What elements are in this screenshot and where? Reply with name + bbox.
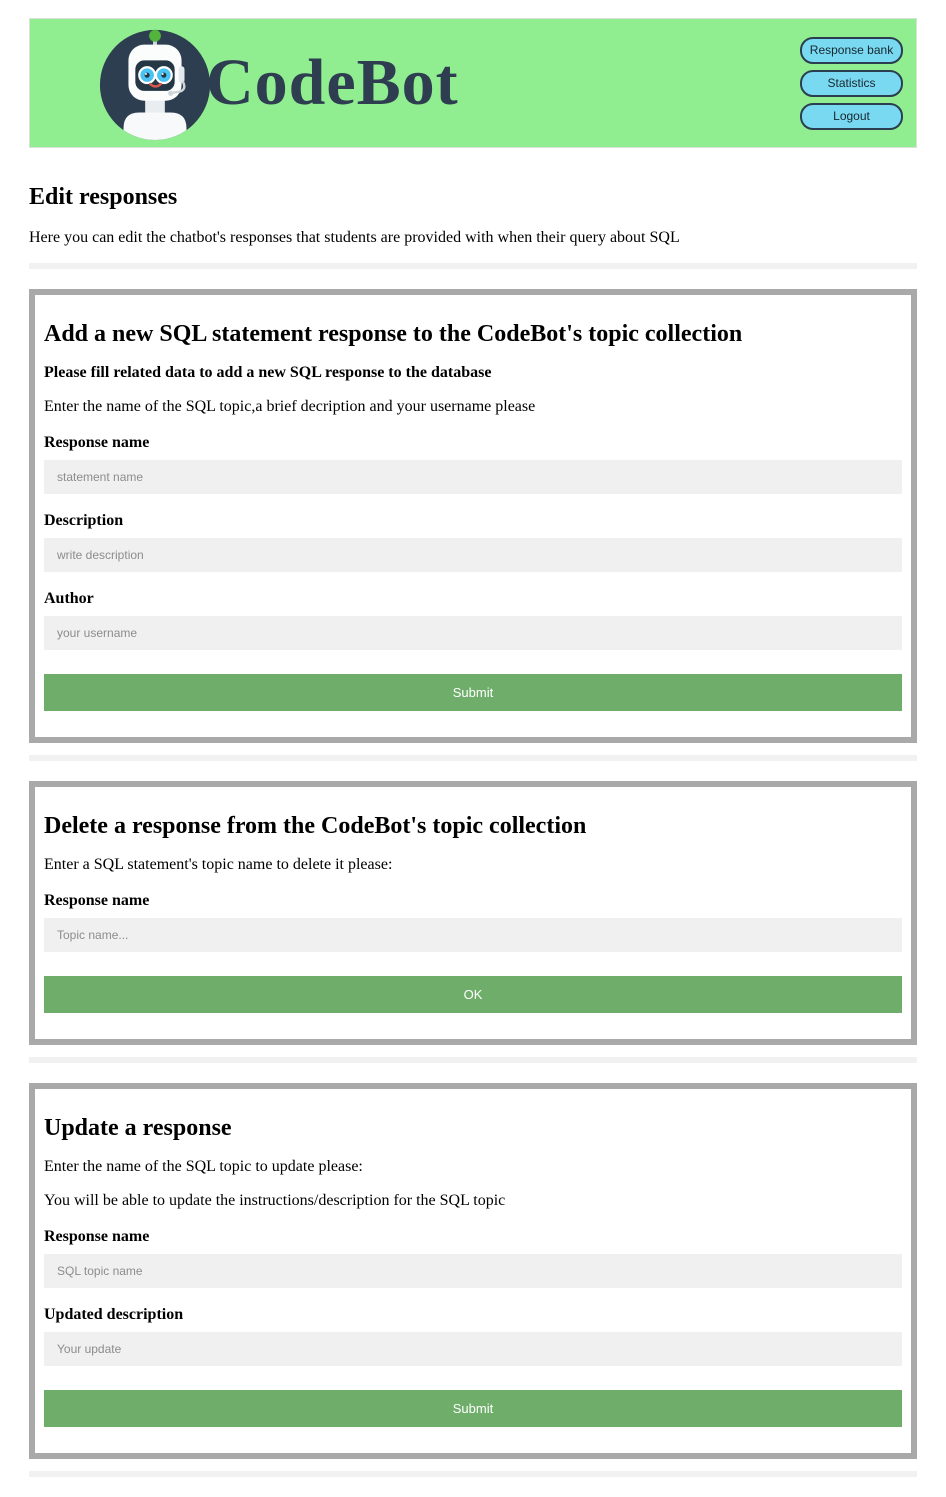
divider <box>29 1057 917 1063</box>
add-response-note: Enter the name of the SQL topic,a brief decription and your username please <box>44 398 536 415</box>
divider <box>29 263 917 269</box>
delete-topic-name-input[interactable] <box>44 918 902 952</box>
update-topic-name-input[interactable] <box>44 1254 902 1288</box>
delete-response-note: Enter a SQL statement's topic name to delete it please: <box>44 856 393 873</box>
add-response-card <box>29 289 917 743</box>
updated-description-input[interactable] <box>44 1332 902 1366</box>
description-label: Description <box>44 512 124 529</box>
update-response-card <box>29 1083 917 1459</box>
brand <box>96 24 459 142</box>
update-response-note1: Enter the name of the SQL topic to update please: <box>44 1158 363 1175</box>
author-label: Author <box>44 590 94 607</box>
response-bank-button[interactable]: Response bank <box>800 37 903 64</box>
author-input[interactable] <box>44 616 902 650</box>
divider <box>29 755 917 761</box>
update-response-title: Update a response <box>44 1115 232 1141</box>
divider <box>29 1471 917 1477</box>
description-input[interactable] <box>44 538 902 572</box>
brand-title: CodeBot <box>206 46 459 119</box>
page-subtitle: Here you can edit the chatbot's responses that students are provided with when their query about SQL <box>29 229 680 246</box>
update-response-note2: You will be able to update the instructions/description for the SQL topic <box>44 1192 506 1209</box>
update-response-name-label: Response name <box>44 1228 150 1245</box>
add-response-title: Add a new SQL statement response to the CodeBot's topic collection <box>44 321 743 347</box>
add-submit-button[interactable]: Submit <box>44 674 902 711</box>
header-navbar <box>29 18 917 148</box>
page-title: Edit responses <box>29 184 178 210</box>
delete-response-name-label: Response name <box>44 892 150 909</box>
update-submit-button[interactable]: Submit <box>44 1390 902 1427</box>
header-nav <box>800 37 903 130</box>
delete-ok-button[interactable]: OK <box>44 976 902 1013</box>
response-name-label: Response name <box>44 434 150 451</box>
delete-response-title: Delete a response from the CodeBot's topic collection <box>44 813 587 839</box>
delete-response-card <box>29 781 917 1045</box>
codebot-robot-icon <box>96 24 214 142</box>
add-response-note-bold: Please fill related data to add a new SQL response to the database <box>44 364 492 381</box>
updated-description-label: Updated description <box>44 1306 184 1323</box>
response-name-input[interactable] <box>44 460 902 494</box>
statistics-button[interactable]: Statistics <box>800 70 903 97</box>
logout-button[interactable]: Logout <box>800 103 903 130</box>
